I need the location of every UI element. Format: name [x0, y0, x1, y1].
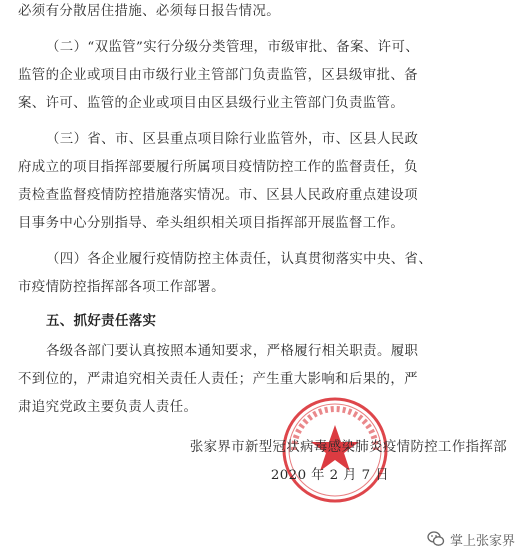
wechat-icon	[427, 530, 445, 548]
paragraph-line: 必须有分散居住措施、必须每日报告情况。	[18, 4, 281, 19]
paragraph-line: 府成立的项目指挥部要履行所属项目疫情防控工作的监督责任，负	[18, 160, 418, 175]
paragraph-line: 不到位的，严肃追究相关责任人责任；产生重大影响和后果的，严	[18, 372, 418, 387]
section-heading: 五、抓好责任落实	[46, 314, 157, 329]
paragraph-line: （三）省、市、区县重点项目除行业监管外，市、区县人民政	[46, 132, 419, 147]
watermark-text: 掌上张家界	[449, 533, 515, 549]
paragraph-line: 案、许可、监管的企业或项目由区县级行业主管部门负责监管。	[18, 96, 405, 111]
paragraph-line: 市疫情防控指挥部各项工作部署。	[18, 280, 225, 295]
paragraph-line: 目事务中心分别指导、牵头组织相关项目指挥部开展监督工作。	[18, 216, 405, 231]
signature-date: 2020 年 2 月 7 日	[270, 468, 389, 483]
paragraph-line: 责检查监督疫情防控措施落实情况。市、区县人民政府重点建设项	[18, 188, 418, 203]
paragraph-line: （二）“双监管”实行分级分类管理，市级审批、备案、许可、	[46, 40, 420, 55]
paragraph-line: 各级各部门要认真按照本通知要求，严格履行相关职责。履职	[46, 344, 419, 359]
paragraph-line: （四）各企业履行疫情防控主体责任，认真贯彻落实中央、省、	[46, 252, 433, 267]
paragraph-line: 监管的企业或项目由市级行业主管部门负责监管，区县级审批、备	[18, 68, 418, 83]
paragraph-line: 肃追究党政主要负责人责任。	[18, 400, 198, 415]
watermark	[427, 527, 515, 551]
signature-org: 张家界市新型冠状病毒感染肺炎疫情防控工作指挥部	[189, 440, 507, 455]
